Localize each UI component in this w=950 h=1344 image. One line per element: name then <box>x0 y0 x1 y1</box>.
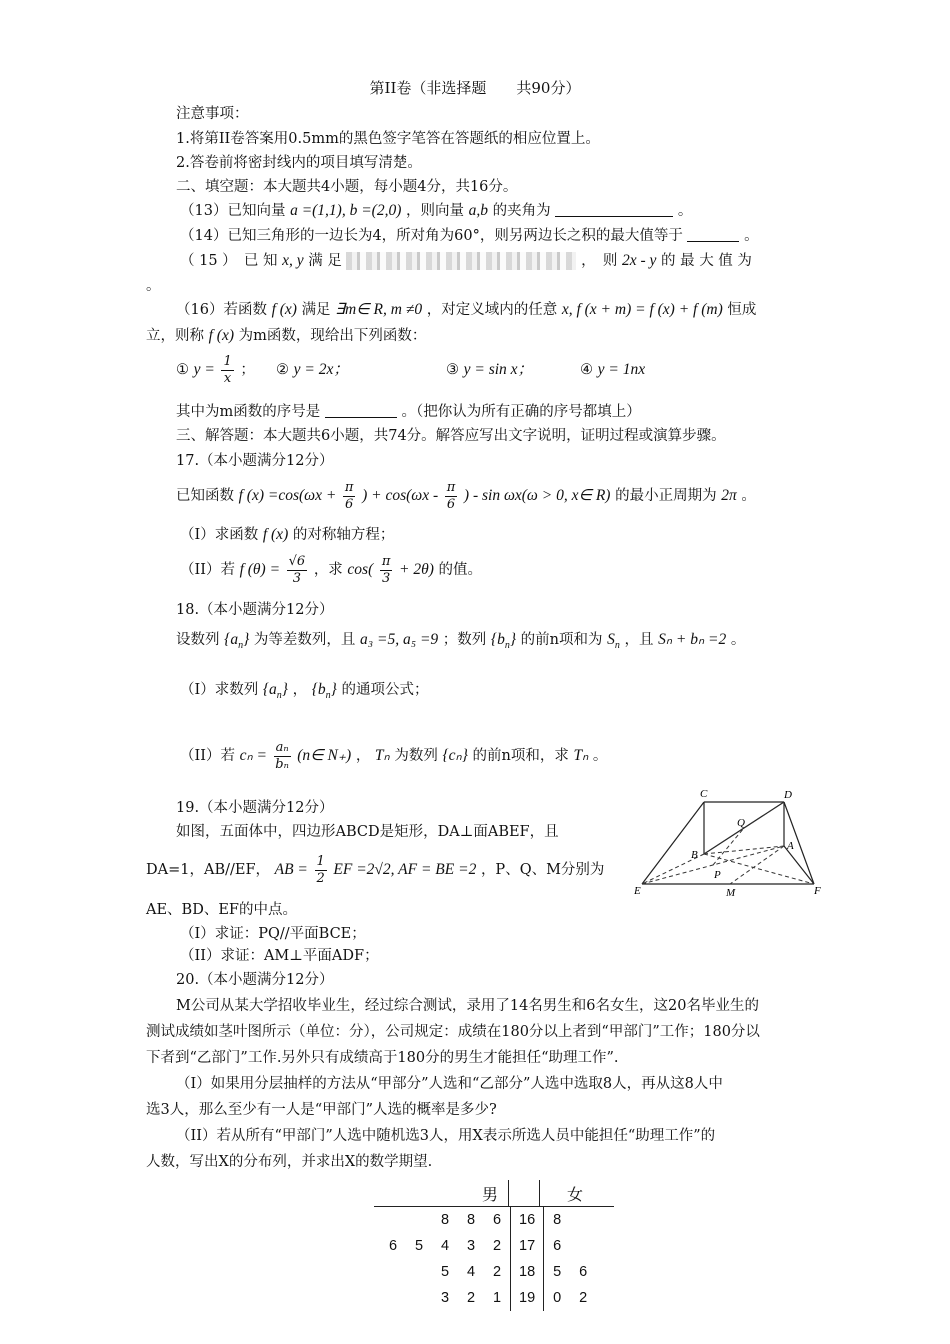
male-leaf: 2 <box>466 1290 476 1306</box>
stem: 18 <box>511 1259 544 1285</box>
male-leaf: 2 <box>492 1238 502 1254</box>
male-leaf <box>406 1285 432 1311</box>
q18-part-1: （I）求数列 $\{a_n\}$ ， $\{b_n\}$ 的通项公式； <box>180 681 429 701</box>
question-16-options: ① y = $\frac{1}{x}$ ； <box>176 353 255 386</box>
q17-heading: 17.（本小题满分12分） <box>176 453 334 469</box>
fig-label-d: D <box>784 789 792 801</box>
fill-heading: 二、填空题：本大题共4小题，每小题4分，共16分。 <box>176 179 518 195</box>
q19-line-1: 如图，五面体中，四边形ABCD是矩形，DA⊥面ABEF，且 <box>176 824 559 840</box>
stem-leaf-diagram <box>374 1180 614 1311</box>
male-leaf: 4 <box>440 1238 450 1254</box>
option-3: ③ y = sin x； <box>446 361 534 378</box>
fig-label-c: C <box>700 788 708 800</box>
male-leaf: 6 <box>388 1238 398 1254</box>
stem: 19 <box>511 1285 544 1311</box>
question-15: （ 15 ） 已 知 x, y 满 足 ， 则 2x - y 的 最 大 值 为 <box>180 252 752 269</box>
q19-part-1: （I）求证：PQ//平面BCE； <box>180 926 366 942</box>
q20-part-2a: （II）若从所有“甲部门”人选中随机选3人，用X表示所选人员中能担任“助理工作”的 <box>176 1128 716 1144</box>
fig-label-q: Q <box>737 817 745 829</box>
q20-part-1a: （I）如果用分层抽样的方法从“甲部分”人选和“乙部分”人选中选取8人，再从这8人中 <box>176 1076 723 1092</box>
q20-line-3: 下者到“乙部门”工作.另外只有成绩高于180分的男生才能担任“助理工作”. <box>146 1050 619 1066</box>
q18-heading: 18.（本小题满分12分） <box>176 602 334 618</box>
female-leaf: 6 <box>579 1264 588 1280</box>
q19-heading: 19.（本小题满分12分） <box>176 800 334 816</box>
stem-leaf-table <box>380 1207 596 1311</box>
stem: 16 <box>511 1207 544 1233</box>
stem-leaf-row <box>380 1259 596 1285</box>
page-title: 第II卷（非选择题 共90分） <box>369 79 581 97</box>
q20-line-1: M公司从某大学招收毕业生，经过综合测试，录用了14名男生和6名女生，这20名毕业生的 <box>176 998 759 1014</box>
fig-label-m: M <box>726 887 736 898</box>
male-leaf: 3 <box>466 1238 476 1254</box>
male-leaf: 8 <box>440 1212 450 1228</box>
q19-line-3: AE、BD、EF的中点。 <box>146 902 297 918</box>
blurred-constraint-image <box>346 252 576 270</box>
fig-label-b: B <box>691 849 698 861</box>
question-16-ask: 其中为m函数的序号是 。（把你认为所有正确的序号都填上） <box>176 404 641 420</box>
male-leaf <box>380 1207 406 1233</box>
q18-statement: 设数列 $\{a_n\}$ 为等差数列，且 a₃ =5, a₅ =9 ；数列 $\{b_n\}$ 的前n项和为 $S_n$ ，且 Sₙ + bₙ =2 。 <box>176 631 746 651</box>
notes-item-1: 1.将第II卷答案用0.5mm的黑色签字笔答在答题纸的相应位置上。 <box>176 131 600 147</box>
male-leaf: 1 <box>492 1290 502 1306</box>
question-16-line-1: （16）若函数 f (x) 满足 ∃m∈ R, m ≠0 ，对定义域内的任意 x, f (x + m) = f (x) + f (m) 恒成 <box>176 301 757 318</box>
male-leaf: 8 <box>466 1212 476 1228</box>
stem-leaf-row <box>380 1285 596 1311</box>
stem-leaf-row <box>380 1233 596 1259</box>
male-leaf: 3 <box>440 1290 450 1306</box>
male-leaf: 6 <box>492 1212 502 1228</box>
header-female: 女 <box>567 1187 584 1204</box>
question-16-line-2: 立，则称 f (x) 为m函数，现给出下列函数： <box>146 327 427 344</box>
q19-part-2: （II）求证：AM⊥平面ADF； <box>180 948 379 964</box>
notes-heading: 注意事项： <box>176 106 249 122</box>
female-leaf <box>570 1207 596 1233</box>
q20-part-2b: 人数，写出X的分布列，并求出X的数学期望. <box>146 1154 433 1170</box>
question-14: （14）已知三角形的一边长为4，所对角为60°，则另两边长之积的最大值等于 。 <box>180 228 759 244</box>
male-leaf: 5 <box>440 1264 450 1280</box>
fig-label-p: P <box>714 869 721 881</box>
header-male: 男 <box>482 1187 499 1204</box>
question-15-end: 。 <box>146 278 161 294</box>
notes-item-2: 2.答卷前将密封线内的项目填写清楚。 <box>176 155 422 171</box>
option-2: ② y = 2x； <box>276 361 349 378</box>
answer-blank-13 <box>555 202 673 217</box>
female-leaf: 5 <box>553 1264 562 1280</box>
female-leaf: 8 <box>553 1212 562 1228</box>
stem-leaf-row <box>380 1207 596 1233</box>
female-leaf <box>570 1233 596 1259</box>
q19-line-2: DA=1，AB//EF， AB = $\frac{1}{2}$ EF =2√2, AF = BE =2 ，P、Q、M分别为 <box>146 853 605 886</box>
q20-heading: 20.（本小题满分12分） <box>176 972 334 988</box>
option-4: ④ y = 1nx <box>580 361 646 378</box>
question-13: （13）已知向量 a =(1,1), b =(2,0) ，则向量 a,b 的夹角为 。 <box>180 202 693 219</box>
pentahedron-figure <box>634 786 824 898</box>
fig-label-a: A <box>787 840 794 852</box>
q20-line-2: 测试成绩如茎叶图所示（单位：分），公司规定：成绩在180分以上者到“甲部门”工作；180分以 <box>146 1024 760 1040</box>
answer-blank-14 <box>687 227 739 242</box>
solve-heading: 三、解答题：本大题共6小题，共74分。解答应写出文字说明，证明过程或演算步骤。 <box>176 428 726 444</box>
female-leaf: 0 <box>553 1290 562 1306</box>
male-leaf: 2 <box>492 1264 502 1280</box>
fig-label-f: F <box>814 885 821 897</box>
stem: 17 <box>511 1233 544 1259</box>
q20-part-1b: 选3人，那么至少有一人是“甲部门”人选的概率是多少? <box>146 1102 497 1118</box>
male-leaf <box>380 1259 406 1285</box>
q17-statement: 已知函数 f (x) =cos(ωx + $\frac{\pi}{6}$ ) + cos(ωx - $\frac{\pi}{6}$ ) - sin ωx(ω > 0, x∈ R) 的最小正周期为 2π 。 <box>176 479 756 512</box>
fig-label-e: E <box>634 885 641 897</box>
male-leaf <box>406 1259 432 1285</box>
male-leaf <box>406 1207 432 1233</box>
q17-part-2: （II）若 f (θ) = $\frac{√6}{3}$ ，求 cos( $\frac{\pi}{3}$ + 2θ) 的值。 <box>180 553 482 586</box>
q17-part-1: （I）求函数 f (x) 的对称轴方程； <box>180 526 395 543</box>
female-leaf: 2 <box>579 1290 588 1306</box>
q18-part-2: （II）若 cₙ = $\frac{\text{aₙ}}{\text{bₙ}}$ (n∈ N₊) ， Tₙ 为数列 {cₙ} 的前n项和，求 Tₙ 。 <box>180 739 608 772</box>
male-leaf: 5 <box>414 1238 424 1254</box>
female-leaf: 6 <box>553 1238 562 1254</box>
answer-blank-16 <box>325 403 397 418</box>
male-leaf <box>380 1285 406 1311</box>
male-leaf: 4 <box>466 1264 476 1280</box>
